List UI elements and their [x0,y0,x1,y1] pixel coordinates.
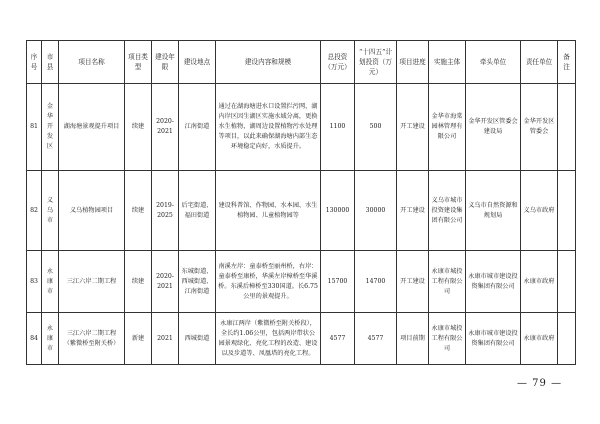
header-type: 项目类型 [125,41,152,84]
table-row [27,171,576,251]
cell-lead: 永康市城市建设投资集团有限公司 [466,313,521,365]
cell-type: 新建 [125,313,152,365]
cell-type: 续建 [125,171,152,251]
cell-years: 2021 [152,313,179,365]
cell-content: 建设科普馆、作物园、水本园、水生植物园、儿童植物园等 [216,171,321,251]
table-row [27,84,576,171]
cell-plan: 30000 [355,171,397,251]
table-header-row [27,41,576,84]
cell-resp: 义乌市政府 [521,171,558,251]
cell-county: 义乌市 [42,171,59,251]
cell-type: 续建 [125,251,152,313]
cell-content: 通过在湖海塘进水口设置拦污网，湖内岸区因生湖区实施水域分离，更换水生植物，湖周边设置植物污水处理等项目，以此来确保湖海塘内部生态环境稳定向好，水质提升。 [216,84,321,171]
header-county: 市县 [42,41,59,84]
cell-resp: 永康市政府 [521,251,558,313]
cell-note [558,251,576,313]
cell-seq: 83 [27,251,42,313]
cell-content: 南溪左岸：童泰桥至丽州桥，右岸：童泰桥至康桥，华溪左岸樟桥至华溪桥。东溪后樟桥至330国道。长6.75公里的景观提升。 [216,251,321,313]
header-entity: 实施主体 [429,41,466,84]
cell-location: 后宅街道、福田街道 [179,171,216,251]
cell-name: 湖海塘景观提升项目 [59,84,125,171]
cell-plan: 500 [355,84,397,171]
cell-county: 永康市 [42,251,59,313]
cell-content: 永康江两岸（紫微桥至附关桥段），全长约1.06公里，包括两岸带状公园景观绿化、亮化工程的改造、建设以及步道等、凤凰塔的亮化工程。 [216,313,321,365]
table-row [27,251,576,313]
header-location: 建设地点 [179,41,216,84]
cell-seq: 82 [27,171,42,251]
header-content: 建设内容和规模 [216,41,321,84]
cell-entity: 永康市城投工程有限公司 [429,251,466,313]
cell-entity: 永康市城投工程有限公司 [429,313,466,365]
cell-plan: 4577 [355,313,397,365]
cell-entity: 金华市海棠园林管理有限公司 [429,84,466,171]
cell-type: 续建 [125,84,152,171]
header-years: 建设年限 [152,41,179,84]
cell-total: 130000 [321,171,355,251]
cell-progress: 开工建设 [397,84,429,171]
cell-total: 15700 [321,251,355,313]
header-seq: 序号 [27,41,42,84]
cell-county: 金华开发区 [42,84,59,171]
cell-progress: 开工建设 [397,171,429,251]
cell-years: 2020-2021 [152,84,179,171]
cell-name: 三江六岸二期工程（紫微桥至附关桥） [59,313,125,365]
cell-name: 三江六岸二期工程 [59,251,125,313]
header-resp: 责任单位 [521,41,558,84]
cell-progress: 开工建设 [397,251,429,313]
cell-plan: 14700 [355,251,397,313]
cell-years: 2020-2021 [152,251,179,313]
cell-resp: 金华开发区管委会 [521,84,558,171]
page-number: — 79 — [517,378,563,389]
cell-note [558,313,576,365]
cell-location: 东城街道、西城街道、江南街道 [179,251,216,313]
cell-progress: 项目前期 [397,313,429,365]
header-total: 总投资（万元） [321,41,355,84]
cell-note [558,171,576,251]
cell-location: 江南街道 [179,84,216,171]
cell-lead: 金华开发区管委会建设局 [466,84,521,171]
cell-years: 2019-2025 [152,171,179,251]
cell-resp: 永康市政府 [521,313,558,365]
header-plan: “十四五”计划投资（万元） [355,41,397,84]
cell-lead: 永康市城市建设投资集团有限公司 [466,251,521,313]
cell-seq: 81 [27,84,42,171]
cell-total: 4577 [321,313,355,365]
cell-lead: 义乌市自然资源和规划局 [466,171,521,251]
cell-total: 1100 [321,84,355,171]
cell-name: 义乌植物园项目 [59,171,125,251]
header-note: 备注 [558,41,576,84]
cell-location: 西城街道 [179,313,216,365]
cell-note [558,84,576,171]
cell-county: 永康市 [42,313,59,365]
header-lead: 牵头单位 [466,41,521,84]
cell-seq: 84 [27,313,42,365]
cell-entity: 义乌市城市投资建设集团有限公司 [429,171,466,251]
table-row [27,313,576,365]
header-name: 项目名称 [59,41,125,84]
header-progress: 项目进度 [397,41,429,84]
project-table [26,40,576,365]
